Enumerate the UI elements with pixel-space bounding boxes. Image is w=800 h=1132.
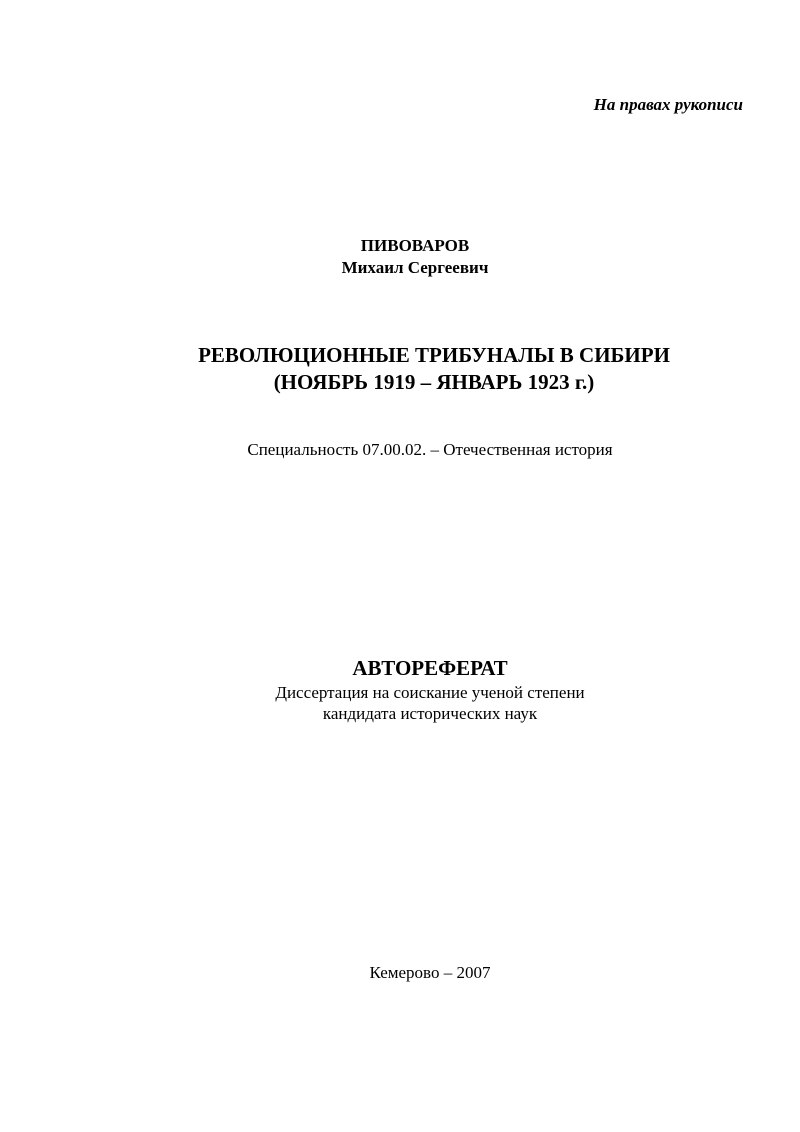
degree-description-line2: кандидата исторических наук: [322, 704, 538, 723]
rights-note: На правах рукописи: [593, 95, 743, 114]
city-year: Кемерово – 2007: [369, 963, 491, 982]
degree-description-line1: Диссертация на соискание ученой степени: [275, 683, 585, 702]
author-last-name: ПИВОВАРОВ: [360, 236, 470, 255]
specialty-line: Специальность 07.00.02. – Отечественная история: [247, 440, 613, 459]
dissertation-title-line2: (НОЯБРЬ 1919 – ЯНВАРЬ 1923 г.): [273, 370, 595, 394]
author-first-patronymic: Михаил Сергеевич: [341, 258, 489, 277]
dissertation-title-line1: РЕВОЛЮЦИОННЫЕ ТРИБУНАЛЫ В СИБИРИ: [198, 343, 670, 367]
document-type: АВТОРЕФЕРАТ: [352, 656, 508, 680]
